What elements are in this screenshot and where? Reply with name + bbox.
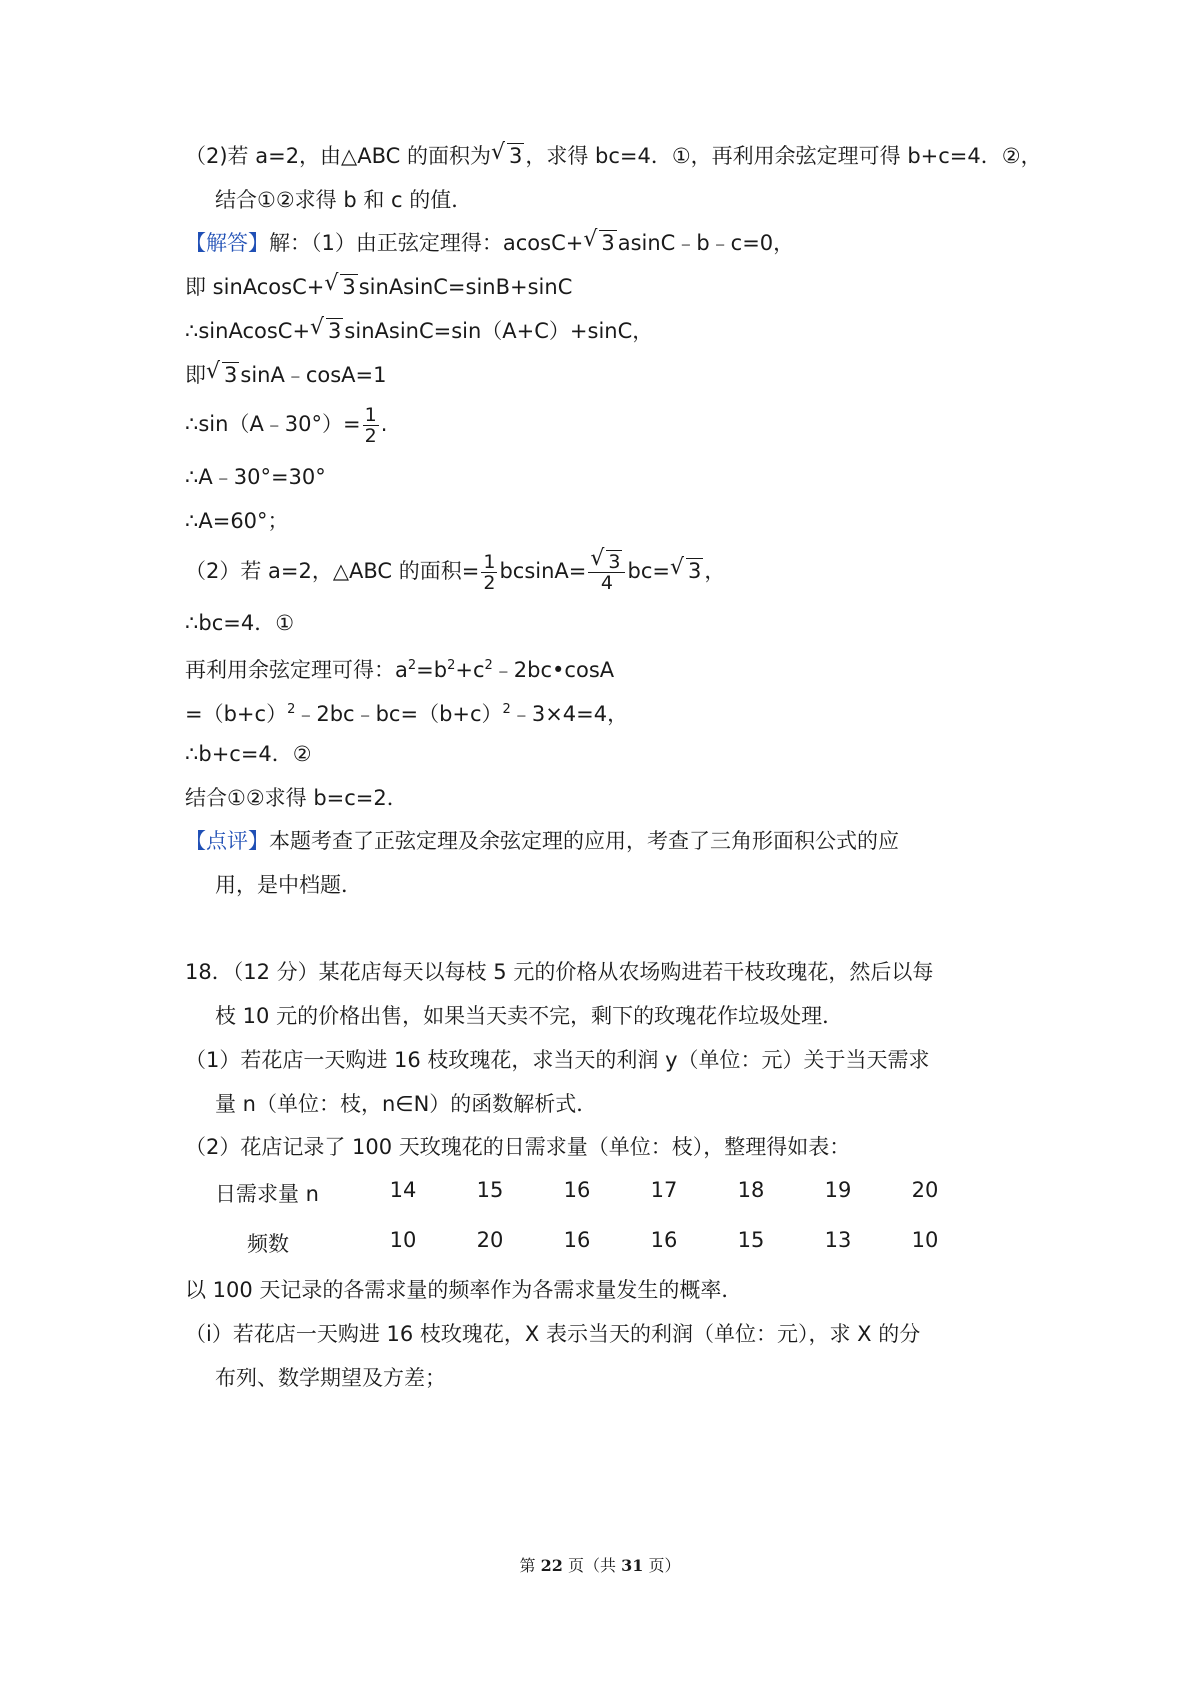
sqrt-symbol: √ 3 xyxy=(670,549,703,593)
problem-18-line-2: 枝 10 元的价格出售，如果当天卖不完，剩下的玫瑰花作垃圾处理． xyxy=(215,1004,844,1028)
solution-line-10: 再利用余弦定理可得：$a^2=b^2+c^2﹣2bc•\cos A$ xyxy=(185,658,615,682)
table-header-demand: 日需求量 n xyxy=(215,1182,319,1206)
sqrt-symbol: √ 3 xyxy=(491,142,524,170)
solution-line-9: ∴bc=4．① xyxy=(185,611,295,635)
table-cell: 15 xyxy=(737,1228,765,1252)
solution-line-2: 即 sinAcosC+√ 3 sinAsinC=sinB+sinC xyxy=(185,273,572,301)
fraction: $\frac{1}{2}$ xyxy=(364,403,377,447)
table-cell: 20 xyxy=(476,1228,504,1252)
table-cell: 20 xyxy=(911,1178,939,1202)
comment-line-2: 用，是中档题． xyxy=(215,873,362,897)
table-cell: 19 xyxy=(824,1178,852,1202)
hint-line-1 xyxy=(185,142,1042,170)
solution-line-8: （2）若 a=2，△ABC 的面积= $\frac{1}{2}$ bcsinA= √ $\frac{3}{4}$ bc=√ 3 ， xyxy=(185,549,725,593)
solution-line-6: ∴A﹣30°=30° xyxy=(185,465,326,489)
sqrt-symbol: √ 3 xyxy=(324,273,357,301)
page-total: 31 xyxy=(621,1556,644,1575)
sqrt-symbol: √ 3 xyxy=(206,361,239,389)
text: （2)若 a=2，由△ABC 的面积为 xyxy=(185,144,491,168)
table-cell: 17 xyxy=(650,1178,678,1202)
sqrt-symbol: √ 3 xyxy=(583,229,616,257)
problem-18-part2i-line-2: 布列、数学期望及方差； xyxy=(215,1366,446,1390)
solution-line-7: ∴A=60°； xyxy=(185,509,289,533)
page-number: 22 xyxy=(540,1556,563,1575)
solution-line-3: ∴sinAcosC+√ 3 sinAsinC=sin（A+C）+sinC， xyxy=(185,317,653,345)
table-cell: 10 xyxy=(911,1228,939,1252)
problem-18-part2i-line-1: （i）若花店一天购进 16 枝玫瑰花，X 表示当天的利润（单位：元），求 X 的分 xyxy=(185,1322,921,1346)
problem-18-line-1: 18．（12 分）某花店每天以每枝 5 元的价格从农场购进若干枝玫瑰花，然后以每 xyxy=(185,960,934,984)
table-cell: 10 xyxy=(389,1228,417,1252)
fraction: √ $\frac{3}{4}$ xyxy=(588,552,625,593)
page-footer: 第 22 页（共 31 页） xyxy=(519,1556,681,1575)
solution-line-1: 【解答】解：（1）由正弦定理得：acosC+√ 3 asinC﹣b﹣c=0， xyxy=(185,229,794,257)
problem-18-line-probability: 以 100 天记录的各需求量的频率作为各需求量发生的概率． xyxy=(185,1278,743,1302)
solution-line-12: ∴b+c=4．② xyxy=(185,742,312,766)
table-cell: 16 xyxy=(563,1178,591,1202)
sqrt-symbol: √ 3 xyxy=(310,317,343,345)
table-cell: 14 xyxy=(389,1178,417,1202)
table-cell: 15 xyxy=(476,1178,504,1202)
table-cell: 16 xyxy=(563,1228,591,1252)
hint-line-2: 结合①②求得 b 和 c 的值． xyxy=(215,188,473,212)
solution-line-4: 即√ 3 sinA﹣cosA=1 xyxy=(185,361,386,389)
table-cell: 13 xyxy=(824,1228,852,1252)
solution-line-13: 结合①②求得 b=c=2． xyxy=(185,786,408,810)
text: ，求得 bc=4．①，再利用余弦定理可得 b+c=4．②， xyxy=(525,144,1042,168)
solution-line-5: ∴sin（A﹣30°）= $\frac{1}{2}$ . xyxy=(185,403,388,447)
fraction: $\frac{1}{2}$ xyxy=(483,550,496,594)
table-cell: 16 xyxy=(650,1228,678,1252)
table-header-frequency: 频数 xyxy=(247,1232,289,1256)
comment-line-1: 【点评】本题考查了正弦定理及余弦定理的应用，考查了三角形面积公式的应 xyxy=(185,829,899,853)
solution-tag: 【解答】 xyxy=(185,231,269,255)
problem-18-part1-line-2: 量 n（单位：枝，n∈N）的函数解析式． xyxy=(215,1092,598,1116)
comment-tag: 【点评】 xyxy=(185,829,269,853)
problem-18-part2-line-1: （2）花店记录了 100 天玫瑰花的日需求量（单位：枝），整理得如表： xyxy=(185,1135,851,1159)
solution-line-11: $=(b+c)^2﹣2bc﹣bc=(b+c)^2﹣3\times 4=4$， xyxy=(185,702,629,726)
table-cell: 18 xyxy=(737,1178,765,1202)
problem-18-part1-line-1: （1）若花店一天购进 16 枝玫瑰花，求当天的利润 y（单位：元）关于当天需求 xyxy=(185,1048,930,1072)
